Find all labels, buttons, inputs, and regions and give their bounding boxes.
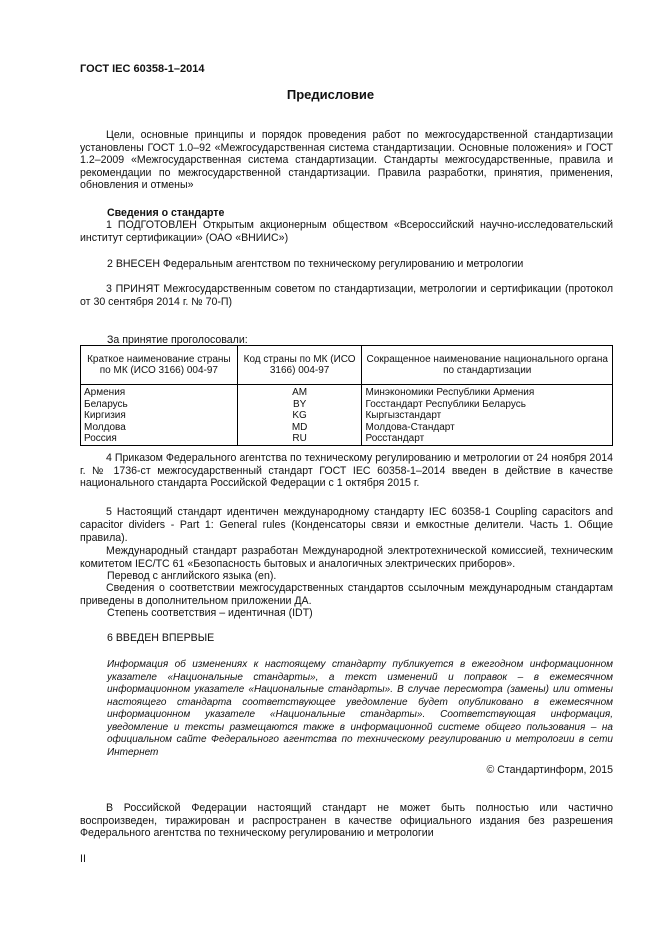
vote-table-header-body: Сокращенное наименование национального органа по стандартизации [362,346,613,385]
table-cell-body: Кыргызстандарт [362,410,613,422]
item-5-paragraph: 5 Настоящий стандарт идентичен международному стандарту IEC 60358-1 Coupling capacitors and capacitor dividers - Part 1: General rules (Конденсаторы связи и емкостные делители. Часть 1. Общие правила). [80,506,613,544]
table-row [81,399,613,411]
item-1-paragraph: 1 ПОДГОТОВЛЕН Открытым акционерным обществом «Всероссийский научно-исследовательский институт сертификации» (ОАО «ВНИИС») [80,219,613,244]
information-notice [107,659,613,759]
table-row [81,385,613,399]
table-cell-code: KG [237,410,362,422]
item-5-degree-paragraph: Степень соответствия – идентичная (IDT) [107,607,313,619]
table-cell-country: Армения [81,385,238,399]
table-cell-country: Беларусь [81,399,238,411]
vote-table [80,345,613,446]
vote-table-header-country: Краткое наименование страны по МК (ИСО 3166) 004-97 [81,346,238,385]
item-4-paragraph: 4 Приказом Федерального агентства по техническому регулированию и метрологии от 24 ноября 2014 г. № 1736-ст межгосударственный стандарт ГОСТ IEC 60358-1–2014 введен в действие в качестве национального стандарта Российской Федерации с 1 октября 2015 г. [80,452,613,489]
vote-table-header-code: Код страны по МК (ИСО 3166) 004-97 [237,346,362,385]
vote-label: За принятие проголосовали: [107,334,248,346]
table-cell-code: AM [237,385,362,399]
table-cell-code: RU [237,433,362,445]
document-code-header: ГОСТ IEC 60358-1–2014 [80,63,205,75]
copyright-line: © Стандартинформ, 2015 [486,764,613,776]
section-heading: Сведения о стандарте [107,207,225,219]
item-6-paragraph: 6 ВВЕДЕН ВПЕРВЫЕ [107,632,215,644]
table-cell-body: Минэкономики Республики Армения [362,385,613,399]
information-notice-text: Информация об изменениях к настоящему стандарту публикуется в ежегодном информационном указателе «Национальные стандарты», а текст изменений и поправок – в ежемесячном информационном указателе «Национальные стандарты». В случае пересмотра (замены) или отмены настоящего стандарта соответствующее уведомление будет опубликовано в ежемесячном информационном указателе «Национальные стандарты». Соответствующая информация, уведомление и тексты размещаются также в информационной системе общего пользования – на официальном сайте Федерального агентства по техническому регулированию и метрологии в сети Интернет [107,659,613,758]
table-cell-country: Россия [81,433,238,445]
item-5-references-paragraph: Сведения о соответствии межгосударственных стандартов ссылочным международным стандартам приведены в дополнительном приложении ДА. [80,582,613,607]
table-row [81,422,613,434]
table-cell-country: Киргизия [81,410,238,422]
page-title: Предисловие [286,87,375,102]
page-number: II [80,853,86,865]
reproduction-notice: В Российской Федерации настоящий стандарт не может быть полностью или частично воспроизведен, тиражирован и распространен в качестве официального издания без разрешения Федерального агентства по техническому регулированию и метрологии [80,802,613,839]
item-2-paragraph: 2 ВНЕСЕН Федеральным агентством по техническому регулированию и метрологии [107,258,524,270]
item-5-developer-paragraph: Международный стандарт разработан Международной электротехнической комиссией, техническим комитетом IEC/TC 61 «Безопасность бытовых и аналогичных электрических приборов». [80,545,613,570]
table-cell-code: MD [237,422,362,434]
table-cell-body: Госстандарт Республики Беларусь [362,399,613,411]
table-cell-body: Росстандарт [362,433,613,445]
vote-table-header-row [81,346,613,385]
table-row [81,410,613,422]
intro-paragraph: Цели, основные принципы и порядок проведения работ по межгосударственной стандартизации установлены ГОСТ 1.0–92 «Межгосударственная система стандартизации. Основные положения» и ГОСТ 1.2–2009 «Межгосударственная система стандартизации. Стандарты межгосударственные, правила и рекомендации по межгосударственной стандартизации. Правила разработки, принятия, применения, обновления и отмены» [80,129,613,191]
item-3-paragraph: 3 ПРИНЯТ Межгосударственным советом по стандартизации, метрологии и сертификации (протокол от 30 сентября 2014 г. № 70-П) [80,283,613,308]
table-cell-country: Молдова [81,422,238,434]
table-cell-body: Молдова-Стандарт [362,422,613,434]
item-5-translation-paragraph: Перевод с английского языка (en). [107,570,277,582]
table-cell-code: BY [237,399,362,411]
table-row [81,433,613,445]
